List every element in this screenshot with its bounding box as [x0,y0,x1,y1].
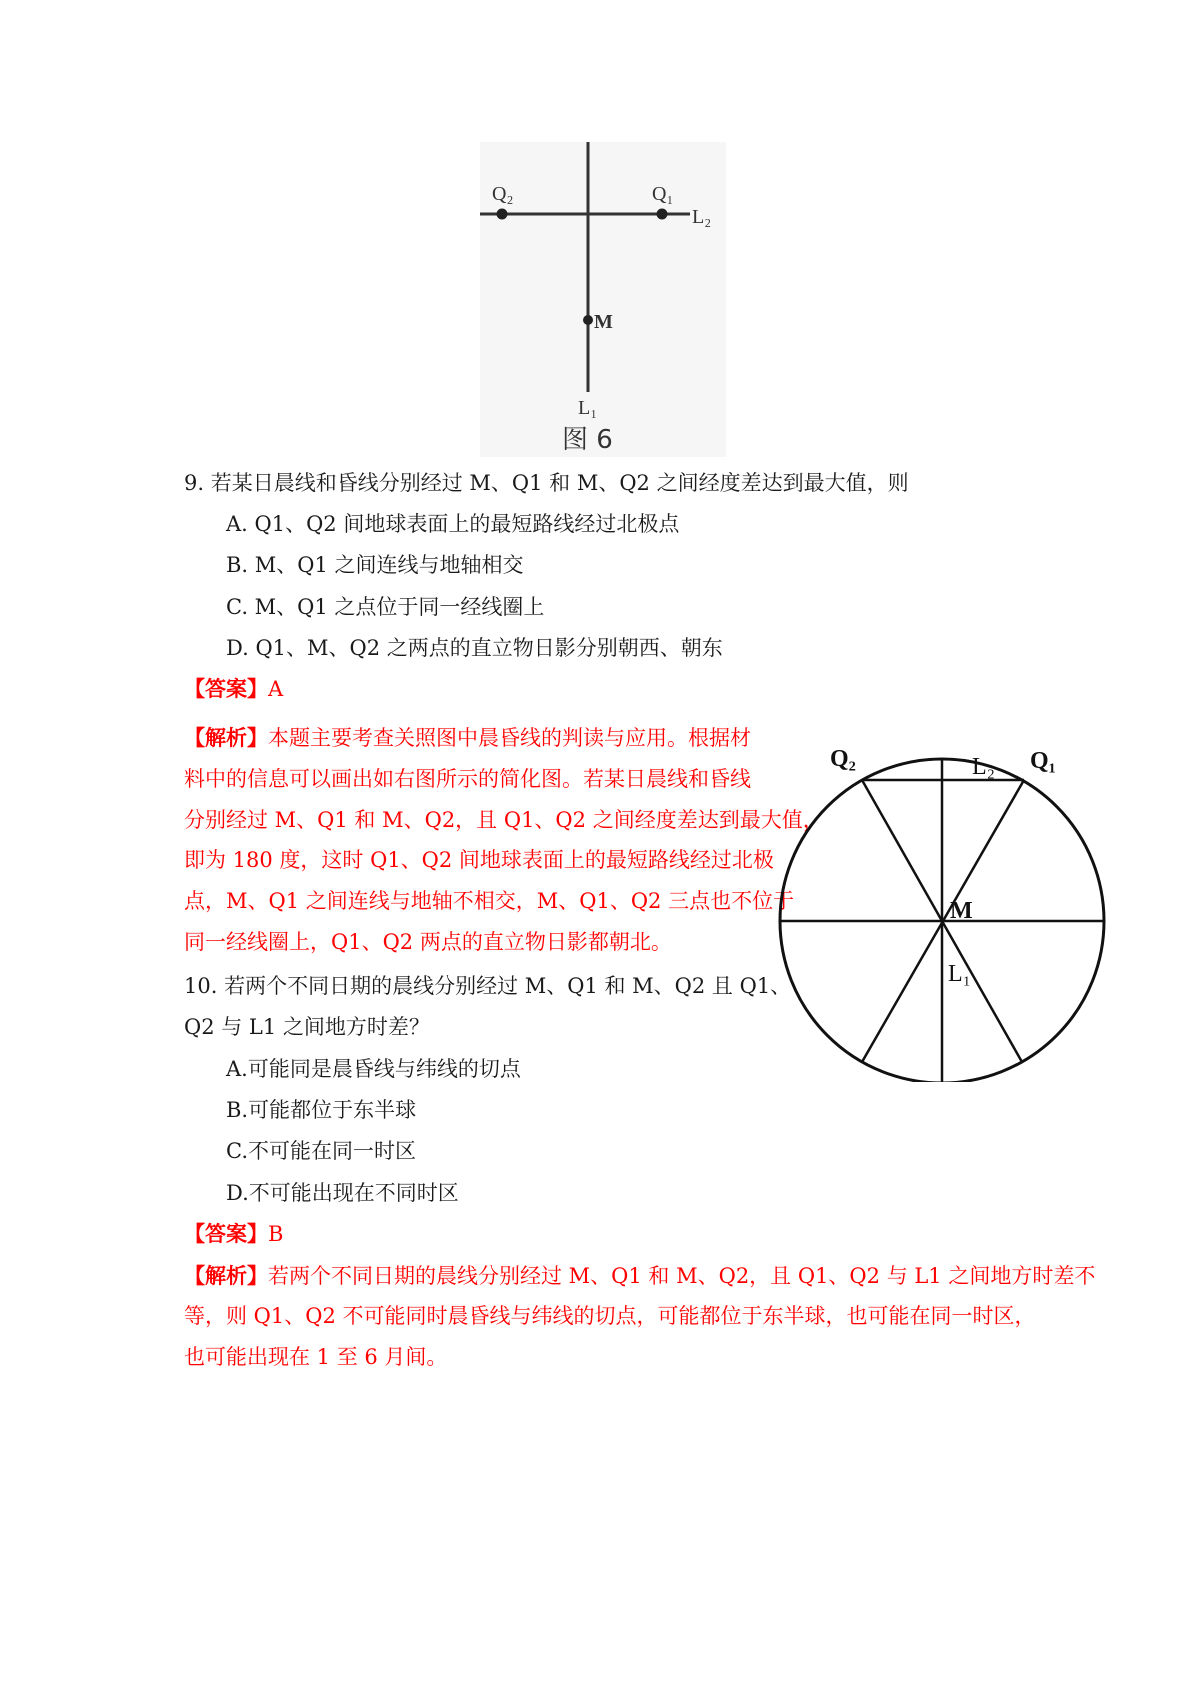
answer-value: A [268,677,284,701]
analysis-tag: 【解析】 [184,1263,268,1288]
label-q2: Q₂ [492,183,514,205]
question-9-stem: 9. 若某日晨线和昏线分别经过 M、Q1 和 M、Q2 之间经度差达到最大值，则 [184,471,909,495]
label-q1: Q₁ [652,183,674,205]
label-l1: L₁ [948,961,972,987]
question-9-answer [184,669,283,709]
analysis-line [184,718,754,759]
question-10-stem-line-2: Q2 与 L1 之间地方时差？ [184,1015,430,1039]
question-10-option-d: D.不可能出现在不同时区 [226,1181,459,1205]
answer-value: B [268,1222,284,1246]
question-9-option-b: B. M、Q1 之间连线与地轴相交 [226,553,524,577]
figure-6-background [480,142,726,457]
label-m: M [950,898,973,924]
analysis-line [184,1255,1096,1296]
analysis-tag: 【解析】 [184,725,268,750]
question-10-answer [184,1214,283,1254]
figure-6-caption: 图 6 [562,425,613,455]
analysis-text: 若两个不同日期的晨线分别经过 M、Q1 和 M、Q2，且 Q1、Q2 与 L1 之间地方时差不 [268,1264,1096,1288]
simplified-polar-diagram [770,728,1110,1082]
label-q1: Q₁ [1030,748,1056,774]
analysis-text: 本题主要考查关照图中晨昏线的判读与应用。根据材 [268,726,751,750]
point-q2 [497,209,508,220]
label-l2: L₂ [972,754,996,780]
question-9-option-d: D. Q1、M、Q2 之两点的直立物日影分别朝西、朝东 [226,636,723,660]
point-q1 [657,209,668,220]
question-10-analysis [184,1255,1096,1378]
question-10-option-c: C.不可能在同一时区 [226,1139,416,1163]
label-l1: L₁ [578,397,598,419]
question-10-stem-line-1: 10. 若两个不同日期的晨线分别经过 M、Q1 和 M、Q2 且 Q1、 [184,974,792,998]
answer-tag: 【答案】 [184,1221,268,1246]
analysis-line: 等，则 Q1、Q2 不可能同时晨昏线与纬线的切点，可能都位于东半球，也可能在同一时区， [184,1304,1036,1328]
question-9-option-a: A. Q1、Q2 间地球表面上的最短路线经过北极点 [226,512,680,536]
analysis-line: 也可能出现在 1 至 6 月间。 [184,1345,448,1369]
analysis-line: 分别经过 M、Q1 和 M、Q2，且 Q1、Q2 之间经度差达到最大值， [184,807,824,832]
point-m [583,315,593,325]
label-l2: L₂ [692,206,712,228]
question-9-analysis [184,718,824,963]
question-10-option-a: A.可能同是晨昏线与纬线的切点 [226,1057,521,1081]
question-9-option-c: C. M、Q1 之点位于同一经线圈上 [226,595,545,619]
answer-tag: 【答案】 [184,676,268,701]
label-q2: Q₂ [830,746,856,772]
question-10-option-b: B.可能都位于东半球 [226,1098,417,1122]
analysis-line: 料中的信息可以画出如右图所示的简化图。若某日晨线和昏线 [184,766,751,791]
analysis-line: 即为 180 度，这时 Q1、Q2 间地球表面上的最短路线经过北极 [184,848,774,873]
analysis-line: 点，M、Q1 之间连线与地轴不相交，M、Q1、Q2 三点也不位于 [184,889,795,914]
analysis-line: 同一经线圈上，Q1、Q2 两点的直立物日影都朝北。 [184,929,672,954]
figure-6 [480,142,726,457]
label-m: M [594,311,613,333]
